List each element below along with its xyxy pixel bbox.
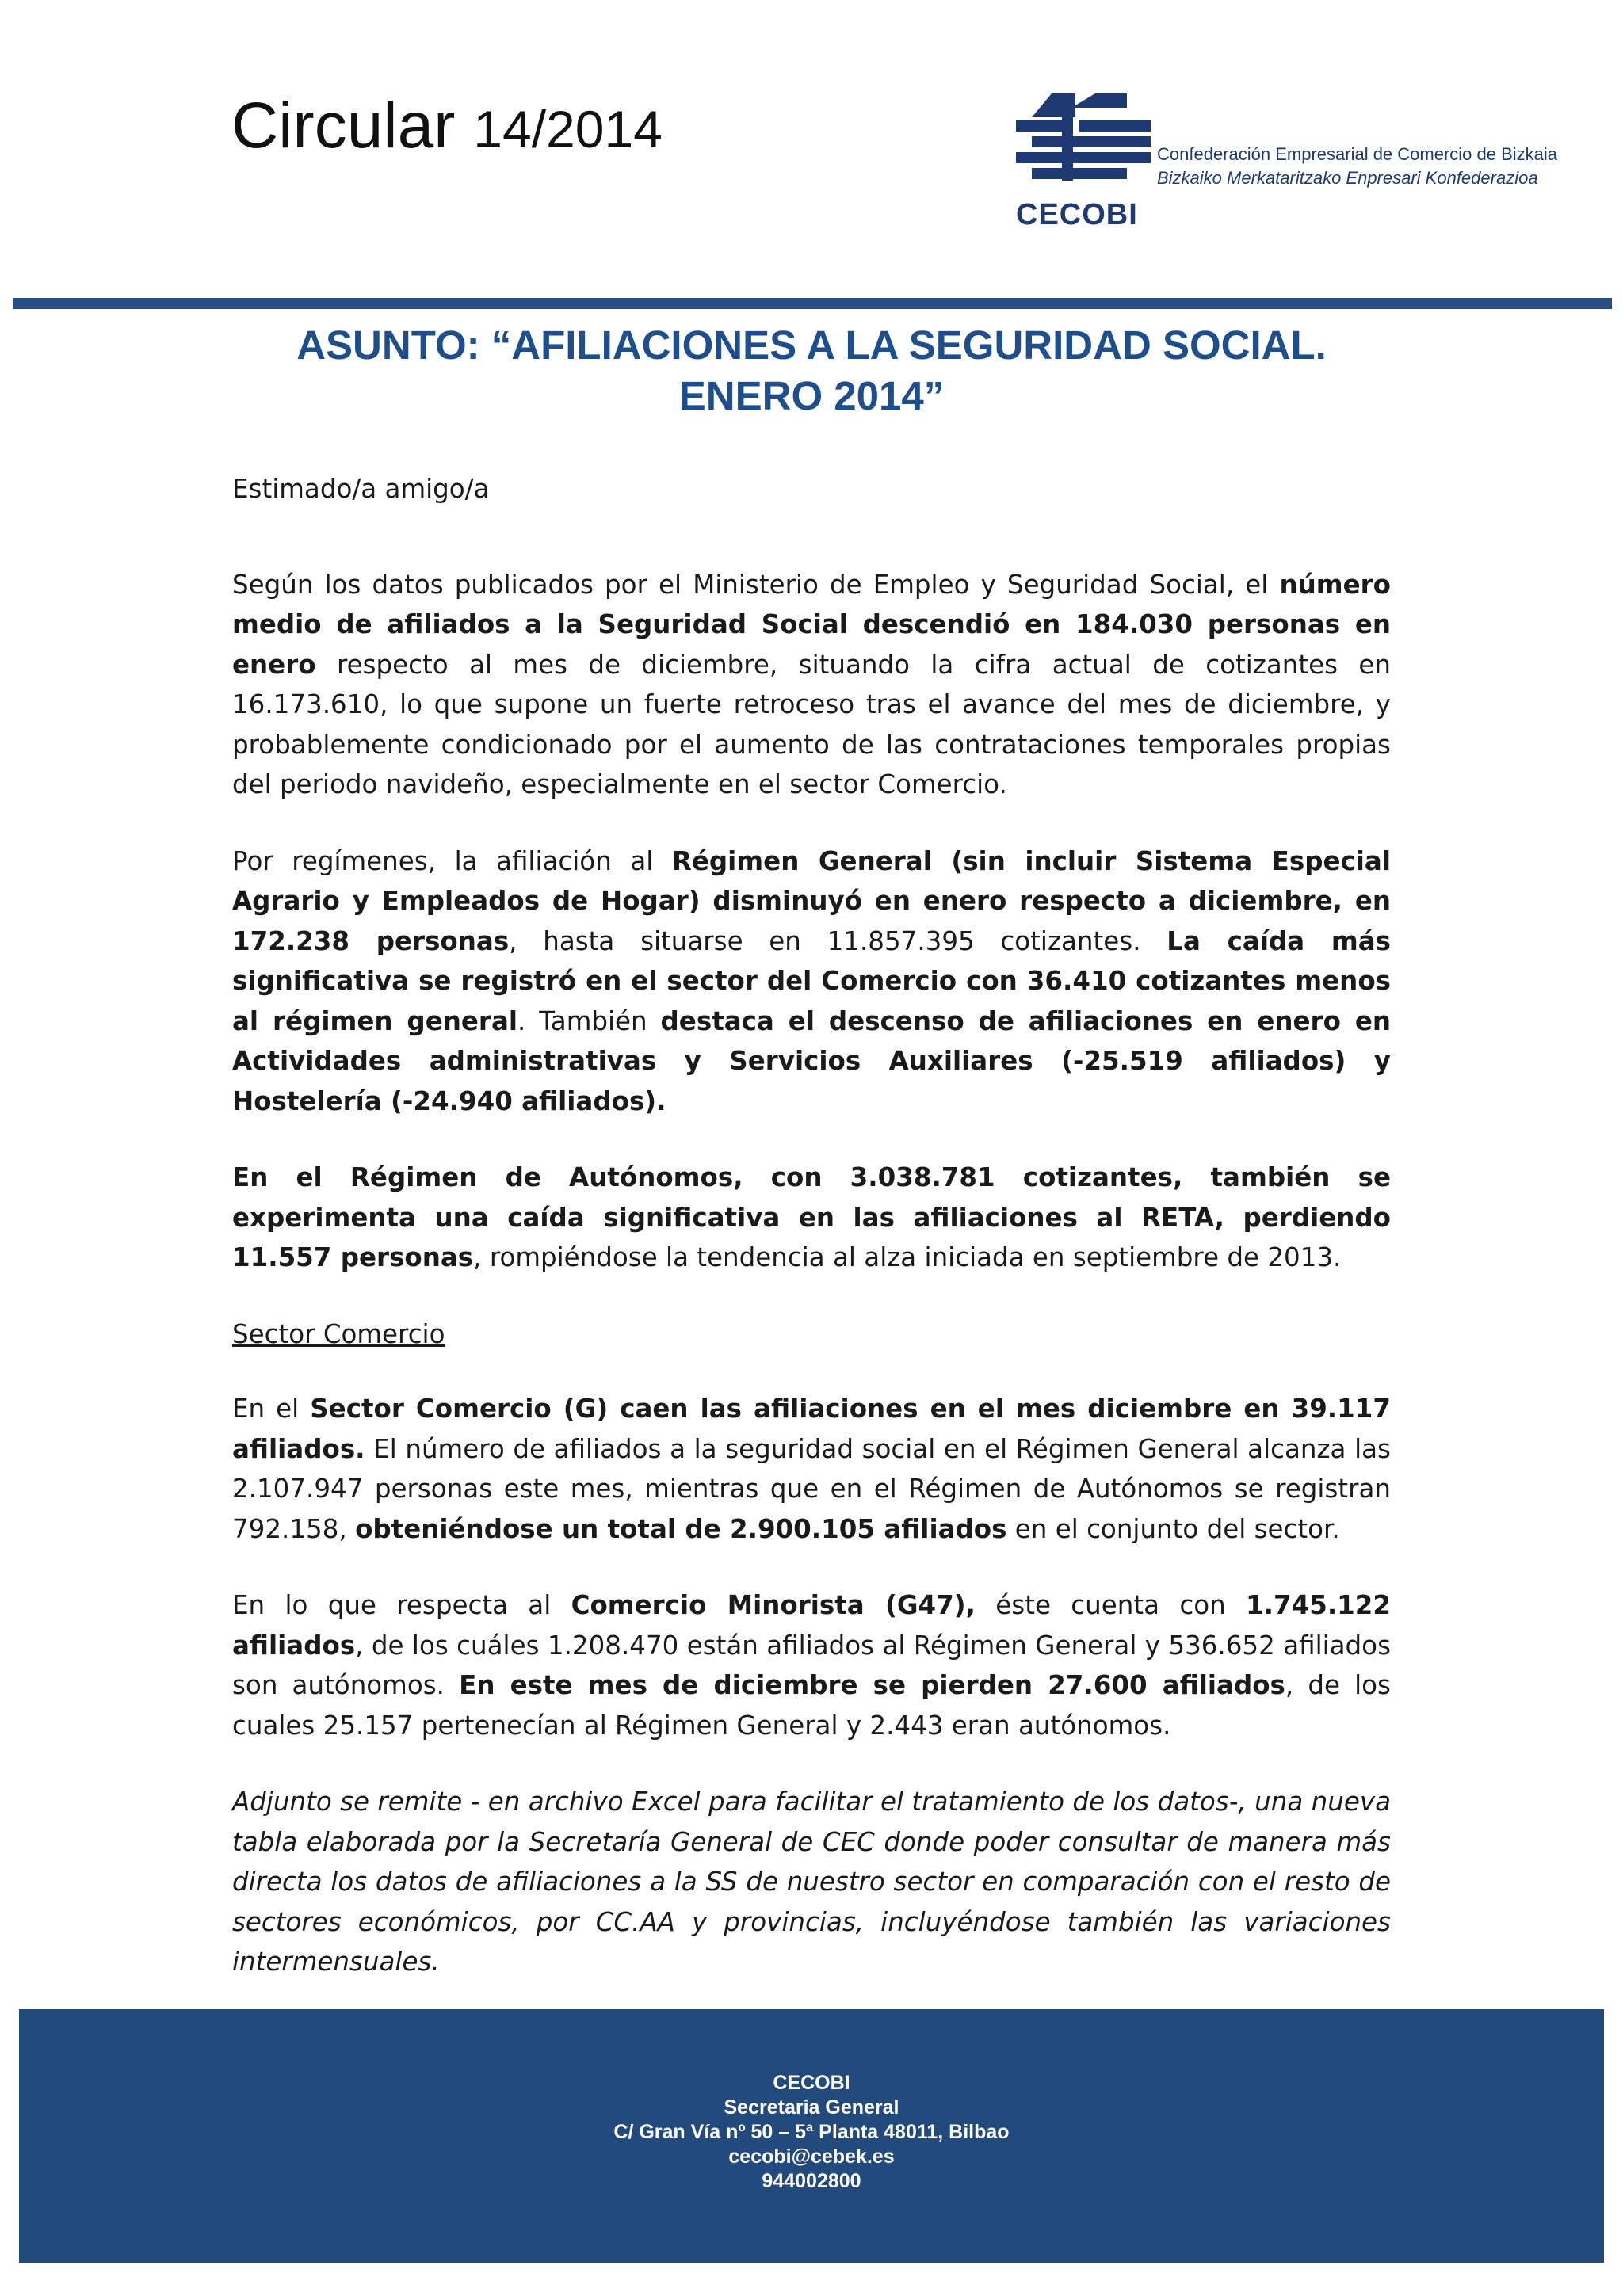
cecobi-logo (1016, 86, 1587, 236)
circular-title (231, 90, 663, 162)
letter-body (232, 469, 1391, 2095)
paragraph-2: Por regímenes, la afiliación al Régimen General (sin incluir Sistema Especial Agrario y Empleados de Hogar) disminuyó en enero respecto a diciembre, en 172.238 personas, hasta situarse en 11.857.395 cotizantes. La caída más significativa se registró en el sector del Comercio con 36.410 cotizantes menos al régimen general. También destaca el descenso de afiliaciones en enero en Actividades administrativas y Servicios Auxiliares (-25.519 afiliados) y Hostelería (-24.940 afiliados). (232, 845, 1392, 1116)
logo-org-name-eu: Bizkaiko Merkataritzako Enpresari Konfederazioa (1157, 168, 1538, 188)
circular-number: 14/2014 (473, 100, 663, 158)
header-divider (13, 298, 1612, 309)
circular-word: Circular (231, 90, 456, 162)
cecobi-logo-mark-icon (1016, 86, 1151, 196)
paragraph-1: Según los datos publicados por el Ministerio de Empleo y Seguridad Social, el número medio de afiliados a la Seguridad Social descendió en 184.030 personas en enero respecto al mes de diciembre, situando la cifra actual de cotizantes en 16.173.610, lo que supone un fuerte retroceso tras el avance del mes de diciembre, y probablemente condicionado por el aumento de las contrataciones temporales propias del periodo navideño, especialmente en el sector Comercio. (232, 569, 1391, 799)
attachment-note: Adjunto se remite - en archivo Excel para facilitar el tratamiento de los datos-, una nueva tabla elaborada por la Secretaría General de CEC donde poder consultar de manera más directa los datos de afiliaciones a la SS de nuestro sector en comparación con el resto de sectores económicos, por CC.AA y provincias, incluyéndose también las variaciones intermensuales. (232, 1787, 1391, 1977)
footer-email[interactable]: cecobi@cebek.es (728, 2145, 895, 2168)
footer-phone: 944002800 (762, 2170, 861, 2192)
logo-brand: CECOBI (1016, 198, 1138, 231)
logo-org-name-es: Confederación Empresarial de Comercio de Bizkaia (1157, 144, 1558, 164)
footer-address: C/ Gran Vía nº 50 – 5ª Planta 48011, Bilbao (613, 2121, 1010, 2143)
subject-line-1: ASUNTO: “AFILIACIONES A LA SEGURIDAD SOCIAL. (296, 322, 1327, 368)
paragraph-3: En el Régimen de Autónomos, con 3.038.781 cotizantes, también se experimenta una caída significativa en las afiliaciones al RETA, perdiendo 11.557 personas, rompiéndose la tendencia al alza iniciada en septiembre de 2013. (232, 1162, 1391, 1272)
subject-line-2: ENERO 2014” (678, 373, 945, 418)
paragraph-5: En lo que respecta al Comercio Minorista (G47), éste cuenta con 1.745.122 afiliados, de los cuáles 1.208.470 están afiliados al Régimen General y 536.652 afiliados son autónomos. En este mes de diciembre se pierden 27.600 afiliados, de los cuales 25.157 pertenecían al Régimen General y 2.443 eran autónomos. (232, 1590, 1392, 1741)
paragraph-4: En el Sector Comercio (G) caen las afiliaciones en el mes diciembre en 39.117 afiliados. El número de afiliados a la seguridad social en el Régimen General alcanza las 2.107.947 personas este mes, mientras que en el Régimen de Autónomos se registran 792.158, obteniéndose un total de 2.900.105 afiliados en el conjunto del sector. (232, 1394, 1391, 1544)
footer-dept: Secretaria General (724, 2096, 899, 2119)
greeting: Estimado/a amigo/a (232, 474, 490, 504)
sector-heading: Sector Comercio (232, 1318, 445, 1349)
subject-heading (231, 320, 1392, 421)
footer (19, 2009, 1604, 2263)
footer-org: CECOBI (773, 2072, 850, 2094)
